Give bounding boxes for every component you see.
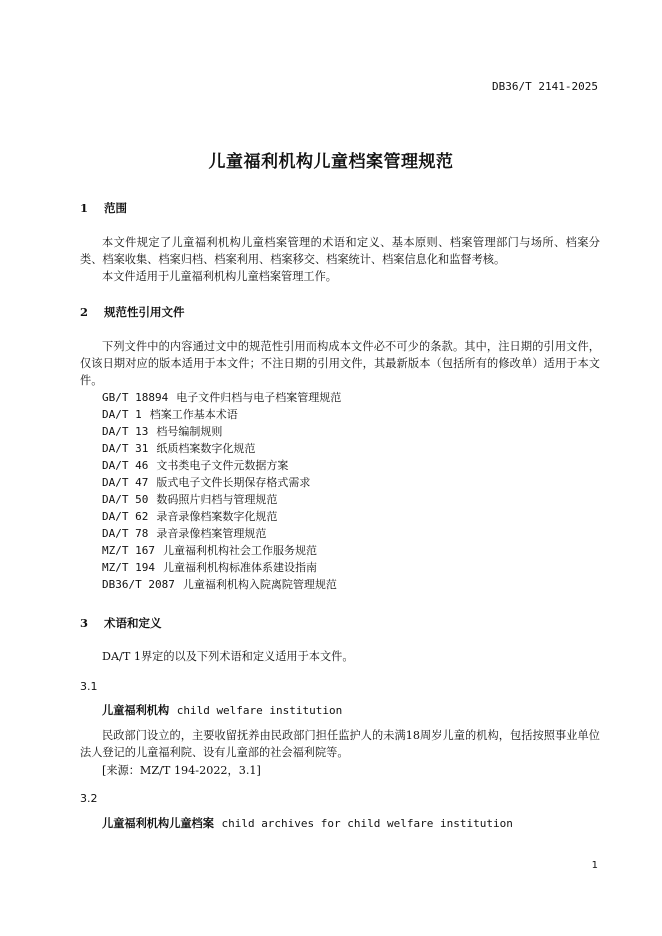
section-title: 术语和定义	[104, 616, 162, 630]
reference-item: DA/T 47 版式电子文件长期保存格式需求	[102, 476, 311, 489]
reference-item: GB/T 18894 电子文件归档与电子档案管理规范	[102, 391, 342, 404]
reference-item: DA/T 1 档案工作基本术语	[102, 408, 238, 421]
term-en: child archives for child welfare institution	[221, 817, 513, 830]
reference-item: DA/T 46 文书类电子文件元数据方案	[102, 459, 289, 472]
reference-item: DA/T 13 档号编制规则	[102, 425, 223, 438]
term-number: 3.1	[80, 680, 98, 693]
section-1-paragraph-1: 本文件规定了儿童福利机构儿童档案管理的术语和定义、基本原则、档案管理部门与场所、档案分类、档案收集、档案归档、档案利用、档案移交、档案统计、档案信息化和监督考核。	[80, 236, 600, 266]
reference-item: DA/T 62 录音录像档案数字化规范	[102, 510, 278, 523]
section-1-paragraph-2: 本文件适用于儿童福利机构儿童档案管理工作。	[102, 270, 337, 283]
reference-item: DA/T 31 纸质档案数字化规范	[102, 442, 256, 455]
page-number: 1	[591, 860, 598, 871]
term-definition: 民政部门设立的，主要收留抚养由民政部门担任监护人的未满18周岁儿童的机构，包括按照事业单位法人登记的儿童福利院、设有儿童部的社会福利院等。	[80, 729, 600, 759]
section-3-intro: DA/T 1界定的以及下列术语和定义适用于本文件。	[102, 650, 354, 663]
section-title: 范围	[104, 201, 128, 215]
term-zh: 儿童福利机构	[102, 704, 170, 717]
term-heading	[102, 702, 342, 718]
reference-item: DA/T 78 录音录像档案管理规范	[102, 527, 267, 540]
section-2-intro: 下列文件中的内容通过文中的规范性引用而构成本文件必不可少的条款。其中，注日期的引用文件，仅该日期对应的版本适用于本文件；不注日期的引用文件，其最新版本（包括所有的修改单）适用于本文件。	[80, 340, 600, 387]
section-number: 3	[80, 616, 89, 630]
section-title: 规范性引用文件	[104, 305, 185, 319]
reference-item: MZ/T 194 儿童福利机构标准体系建设指南	[102, 561, 317, 574]
section-number: 1	[80, 201, 89, 215]
section-3-heading	[80, 615, 162, 631]
section-1-heading	[80, 200, 127, 216]
section-number: 2	[80, 305, 89, 319]
term-source: [来源：MZ/T 194-2022，3.1]	[102, 764, 261, 777]
reference-item: MZ/T 167 儿童福利机构社会工作服务规范	[102, 544, 317, 557]
reference-item: DB36/T 2087 儿童福利机构入院离院管理规范	[102, 578, 337, 591]
document-title: 儿童福利机构儿童档案管理规范	[208, 152, 454, 172]
section-2-heading	[80, 304, 185, 320]
reference-item: DA/T 50 数码照片归档与管理规范	[102, 493, 278, 506]
standard-code: DB36/T 2141-2025	[492, 80, 598, 93]
term-number: 3.2	[80, 792, 98, 805]
term-zh: 儿童福利机构儿童档案	[102, 817, 214, 830]
term-en: child welfare institution	[176, 704, 343, 717]
term-heading	[102, 815, 513, 831]
